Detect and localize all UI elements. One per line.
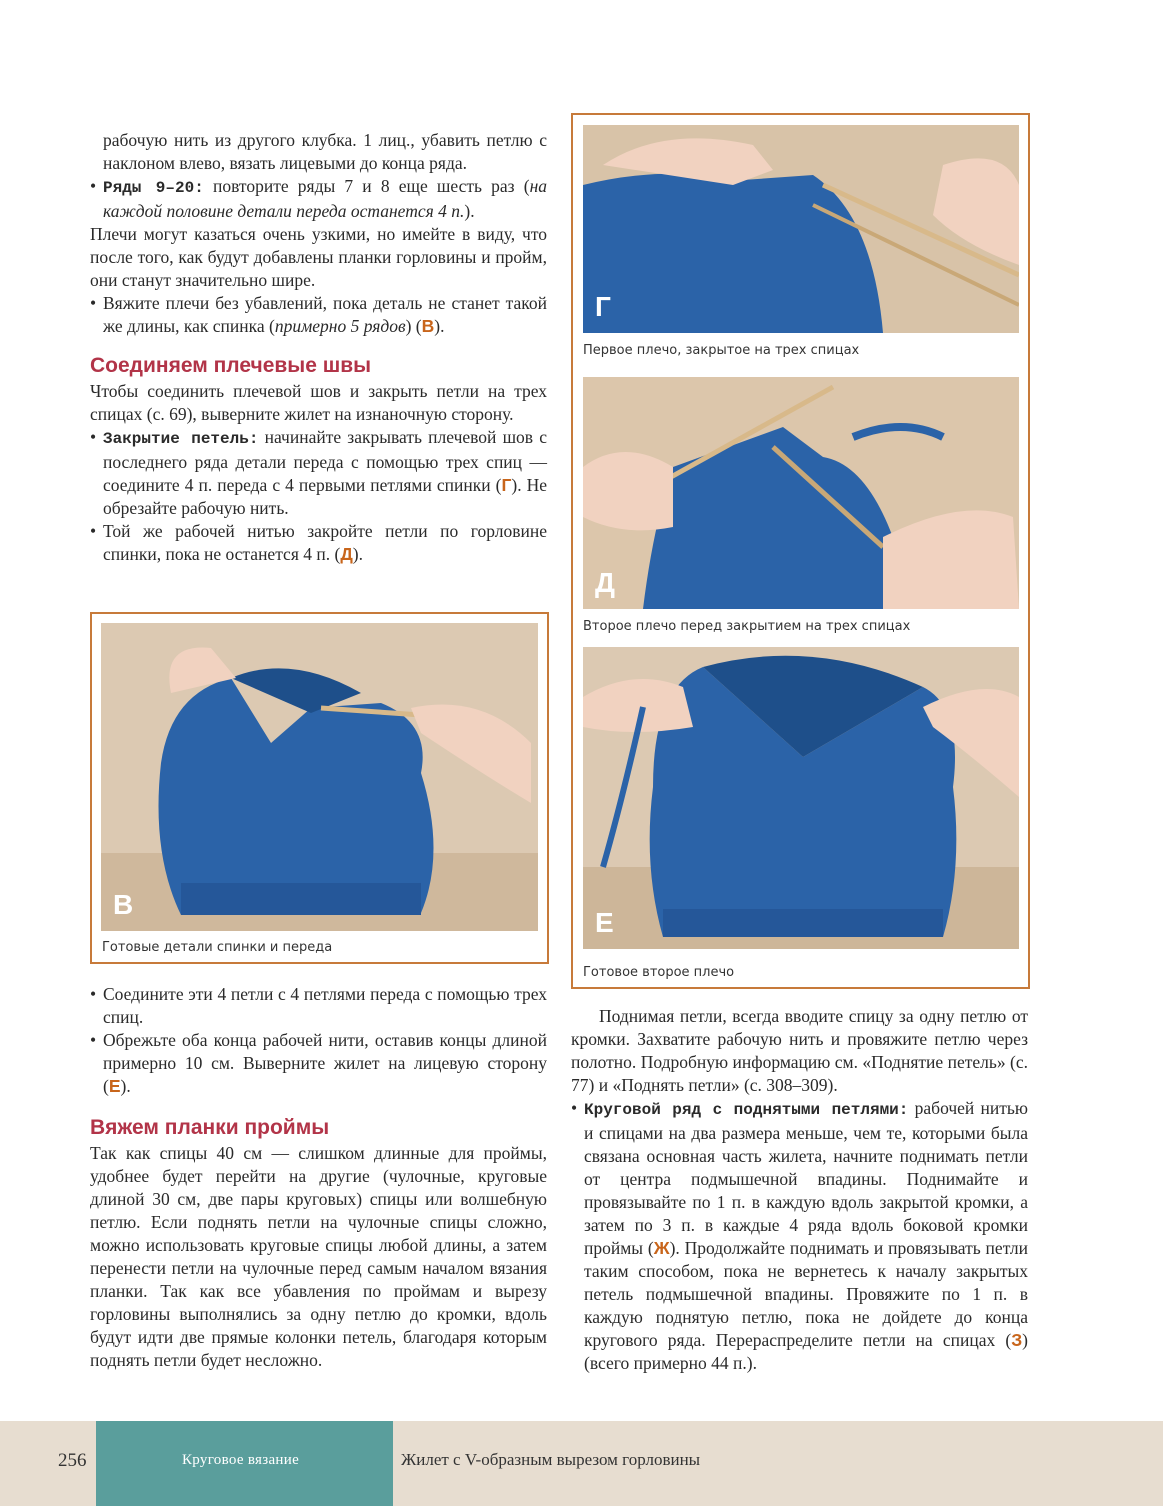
- bullet-join: • Соедините эти 4 петли с 4 петлями переда с помощью трех спиц.: [90, 984, 547, 1027]
- ref-d: Д: [340, 544, 353, 564]
- caption-d: Второе плечо перед закрытием на трех спицах: [583, 619, 911, 634]
- rb1-end: ) (всего примерно 44 п.).: [584, 1330, 1028, 1373]
- page-number: 256: [58, 1450, 87, 1471]
- heading-shoulder-seams: Соединяем плечевые швы: [90, 354, 372, 377]
- footer-chapter-title: Жилет с V-образным вырезом горловины: [401, 1450, 701, 1469]
- caption-v: Готовые детали спинки и переда: [102, 940, 333, 955]
- photo-frame-right: [571, 113, 1030, 989]
- bullet-neckline: • Той же рабочей нитью закройте петли по горловине спинки, пока не останется 4 п. (Д).: [90, 521, 547, 564]
- photo-frame-v: [90, 612, 549, 964]
- left-column-bottom: [90, 983, 547, 1372]
- heading-armhole-bands: Вяжем планки проймы: [90, 1116, 330, 1139]
- photo-label-d: Д: [595, 567, 615, 598]
- rb1-label: Круговой ряд с поднятыми петлями:: [584, 1101, 909, 1119]
- photo-label-v: В: [113, 889, 134, 920]
- b1-text: Вяжите плечи без убавлений, пока деталь не станет такой же длины, как спинка (: [103, 293, 547, 336]
- photo-g: [583, 125, 1019, 333]
- ref-g: Г: [501, 475, 512, 495]
- rows-label: Ряды 9–20:: [103, 179, 204, 197]
- knitted-vest-image: [101, 623, 538, 931]
- caption-g: Первое плечо, закрытое на трех спицах: [583, 343, 860, 358]
- rows-text: повторите ряды 7 и 8 еще шесть раз (: [203, 176, 530, 196]
- ref-z: З: [1011, 1330, 1023, 1350]
- finished-shoulder-image: [583, 647, 1019, 949]
- b3-text: Той же рабочей нитью закройте петли по горловине спинки, пока не останется 4 п. (: [103, 521, 547, 564]
- caption-e: Готовое второе плечо: [583, 965, 735, 980]
- rb1-text: рабочей нитью и спицами на два размера меньше, чем те, которыми была связана основная часть жилета, начните поднимать петли от центра подмышечной впадины. Поднимайте и провязывайте по 1 п. в каждую вдоль закрытой кромки, а затем по 3 п. в каждые 4 ряда вдоль боковой кромки проймы (: [584, 1098, 1028, 1258]
- photo-label-g: Г: [595, 291, 611, 322]
- paragraph-picking-up: Поднимая петли, всегда вводите спицу за одну петлю от кромки. Захватите рабочую нить и провяжите петлю через полотно. Подробную информацию см. «Поднятие петель» (с. 77) и «Поднять петли» (с. 308–309).: [571, 1006, 1028, 1095]
- b1-italic: примерно 5 рядов: [274, 316, 406, 336]
- bullet-rows-9-20: • Ряды 9–20: повторите ряды 7 и 8 еще шесть раз (на каждой половине детали переда останется 4 п.).: [90, 176, 548, 221]
- paragraph-three-needle: Чтобы соединить плечевой шов и закрыть петли на трех спицах (с. 69), выверните жилет на изнаночную сторону.: [90, 381, 547, 424]
- paragraph-needles: Так как спицы 40 см — слишком длинные для проймы, удобнее будет перейти на другие (чулочные, круговые длиной 30 см, две пары круговых) спицы или волшебную петлю. Если поднять петли на чулочные спицы сложно, можно использовать круговые спицы любой длины, а затем перенести петли на чулочные перед самым началом вязания планки. Так как все убавления по проймам и вырезу горловины выполнялись за одну петлю до кромки, вдоль будут идти две прямые колонки петель, благодаря которым поднять петли будет несложно.: [90, 1143, 547, 1370]
- rows-italic: на каждой половине детали переда останется 4 п.: [103, 176, 548, 221]
- b5-end: ).: [120, 1076, 131, 1096]
- photo-label-e: Е: [595, 907, 614, 938]
- b2-end: ). Не обрезайте рабочую нить.: [103, 475, 548, 518]
- second-shoulder-image: [583, 377, 1019, 609]
- rb1-mid: ). Продолжайте поднимать и провязывать петли таким способом, пока не вернетесь к началу закрытых петель подмышечной впадины. Провяжите по 1 п. в каждую поднятую петлю, пока не дойдете до конца кругового ряда. Перераспределите петли на спицах (: [584, 1238, 1028, 1350]
- paragraph-shoulders: Плечи могут казаться очень узкими, но имейте в виду, что после того, как будут добавлены планки горловины и пройм, они станут значительно шире.: [90, 224, 547, 290]
- rows-end: ).: [464, 201, 475, 221]
- b1-end: ).: [434, 316, 445, 336]
- first-shoulder-image: [583, 125, 1019, 333]
- b1-mid: ) (: [405, 316, 422, 336]
- ref-v: В: [421, 316, 435, 336]
- b3-end: ).: [352, 544, 363, 564]
- bullet-dot: •: [90, 984, 97, 1004]
- b2-label: Закрытие петель:: [103, 430, 259, 448]
- ref-e: Е: [108, 1076, 121, 1096]
- bullet-shoulders: • Вяжите плечи без убавлений, пока деталь не станет такой же длины, как спинка (примерно 5 рядов) (В).: [90, 293, 547, 336]
- ref-zh: Ж: [653, 1238, 670, 1258]
- bullet-round-picked-up: • Круговой ряд с поднятыми петлями: рабочей нитью и спицами на два размера меньше, чем те, которыми была связана основная часть жилета, начните поднимать петли от центра подмышечной впадины. Поднимайте и провязывайте по 1 п. в каждую вдоль закрытой кромки, а затем по 3 п. в каждые 4 ряда вдоль боковой кромки проймы (Ж). Продолжайте поднимать и провязывать петли таким способом, пока не вернетесь к началу закрытых петель подмышечной впадины. Провяжите по 1 п. в каждую поднятую петлю, пока не дойдете до конца кругового ряда. Перераспределите петли на спицах (З) (всего примерно 44 п.).: [571, 1098, 1028, 1373]
- footer-section-title: Круговое вязание: [182, 1452, 300, 1468]
- photo-v: [101, 623, 538, 931]
- right-column: [571, 1005, 1028, 1375]
- photo-e: [583, 647, 1019, 949]
- b2-text: начинайте закрывать плечевой шов с последнего ряда детали переда с помощью трех спиц — соедините 4 п. переда с 4 первыми петлями спинки (: [103, 427, 547, 495]
- bullet-binding-off: • Закрытие петель: начинайте закрывать плечевой шов с последнего ряда детали переда с помощью трех спиц — соедините 4 п. переда с 4 первыми петлями спинки (Г). Не обрезайте рабочую нить.: [90, 427, 548, 518]
- left-column-top: [90, 129, 547, 566]
- b5-text: Обрежьте оба конца рабочей нити, оставив концы длиной примерно 10 см. Выверните жилет на лицевую сторону (: [103, 1030, 547, 1096]
- photo-d: [583, 377, 1019, 609]
- paragraph-continuation: рабочую нить из другого клубка. 1 лиц., убавить петлю с наклоном влево, вязать лицевыми до конца ряда.: [103, 130, 547, 173]
- bullet-cut-ends: • Обрежьте оба конца рабочей нити, оставив концы длиной примерно 10 см. Выверните жилет на лицевую сторону (Е).: [90, 1030, 547, 1096]
